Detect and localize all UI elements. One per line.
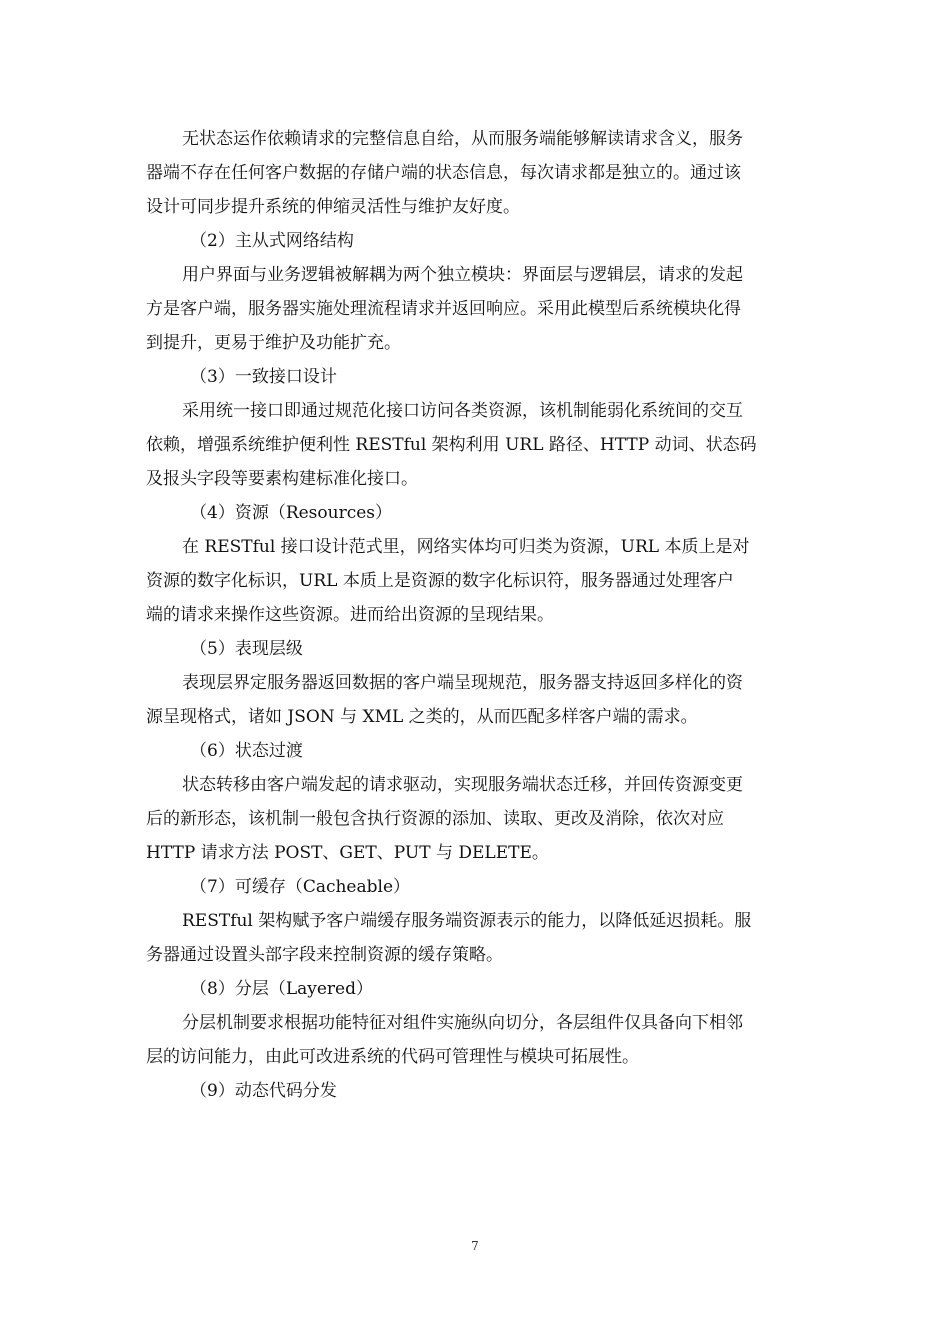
heading-client-server: （2）主从式网络结构 (190, 231, 354, 251)
paragraph-uniform-interface: 采用统一接口即通过规范化接口访问各类资源，该机制能弱化系统间的交互 依赖，增强系统维护便利性 RESTful 架构利用 URL 路径、HTTP 动词、状态码 及报头字段等要素构建标准化接口。 (146, 401, 757, 489)
paragraph-stateless: 无状态运作依赖请求的完整信息自给，从而服务端能够解读请求含义，服务 器端不存在任何客户数据的存储户端的状态信息，每次请求都是独立的。通过该 设计可同步提升系统的伸缩灵活性与维护友好度。 (146, 129, 743, 217)
paragraph-resources: 在 RESTful 接口设计范式里，网络实体均可归类为资源，URL 本质上是对 资源的数字化标识，URL 本质上是资源的数字化标识符，服务器通过处理客户 端的请求来操作这些资源。进而给出资源的呈现结果。 (146, 537, 750, 625)
heading-uniform-interface: （3）一致接口设计 (190, 367, 337, 387)
paragraph-client-server: 用户界面与业务逻辑被解耦为两个独立模块：界面层与逻辑层，请求的发起 方是客户端，服务器实施处理流程请求并返回响应。采用此模型后系统模块化得 到提升，更易于维护及功能扩充。 (146, 265, 743, 353)
paragraph-cacheable: RESTful 架构赋予客户端缓存服务端资源表示的能力，以降低延迟损耗。服 务器通过设置头部字段来控制资源的缓存策略。 (146, 911, 752, 965)
paragraph-representation: 表现层界定服务器返回数据的客户端呈现规范，服务器支持返回多样化的资 源呈现格式，诸如 JSON 与 XML 之类的，从而匹配多样客户端的需求。 (146, 673, 743, 727)
document-body (146, 122, 810, 1108)
heading-state-transfer: （6）状态过渡 (190, 741, 303, 761)
heading-resources: （4）资源（Resources） (190, 503, 393, 523)
paragraph-layered: 分层机制要求根据功能特征对组件实施纵向切分，各层组件仅具备向下相邻 层的访问能力，由此可改进系统的代码可管理性与模块可拓展性。 (146, 1013, 743, 1067)
paragraph-state-transfer: 状态转移由客户端发起的请求驱动，实现服务端状态迁移，并回传资源变更 后的新形态，该机制一般包含执行资源的添加、读取、更改及消除，依次对应 HTTP 请求方法 POST、GET、PUT 与 DELETE。 (146, 775, 743, 863)
heading-cacheable: （7）可缓存（Cacheable） (190, 877, 411, 897)
heading-code-on-demand: （9）动态代码分发 (190, 1081, 337, 1101)
heading-layered: （8）分层（Layered） (190, 979, 373, 999)
heading-representation: （5）表现层级 (190, 639, 303, 659)
page-number: 7 (471, 1239, 479, 1253)
